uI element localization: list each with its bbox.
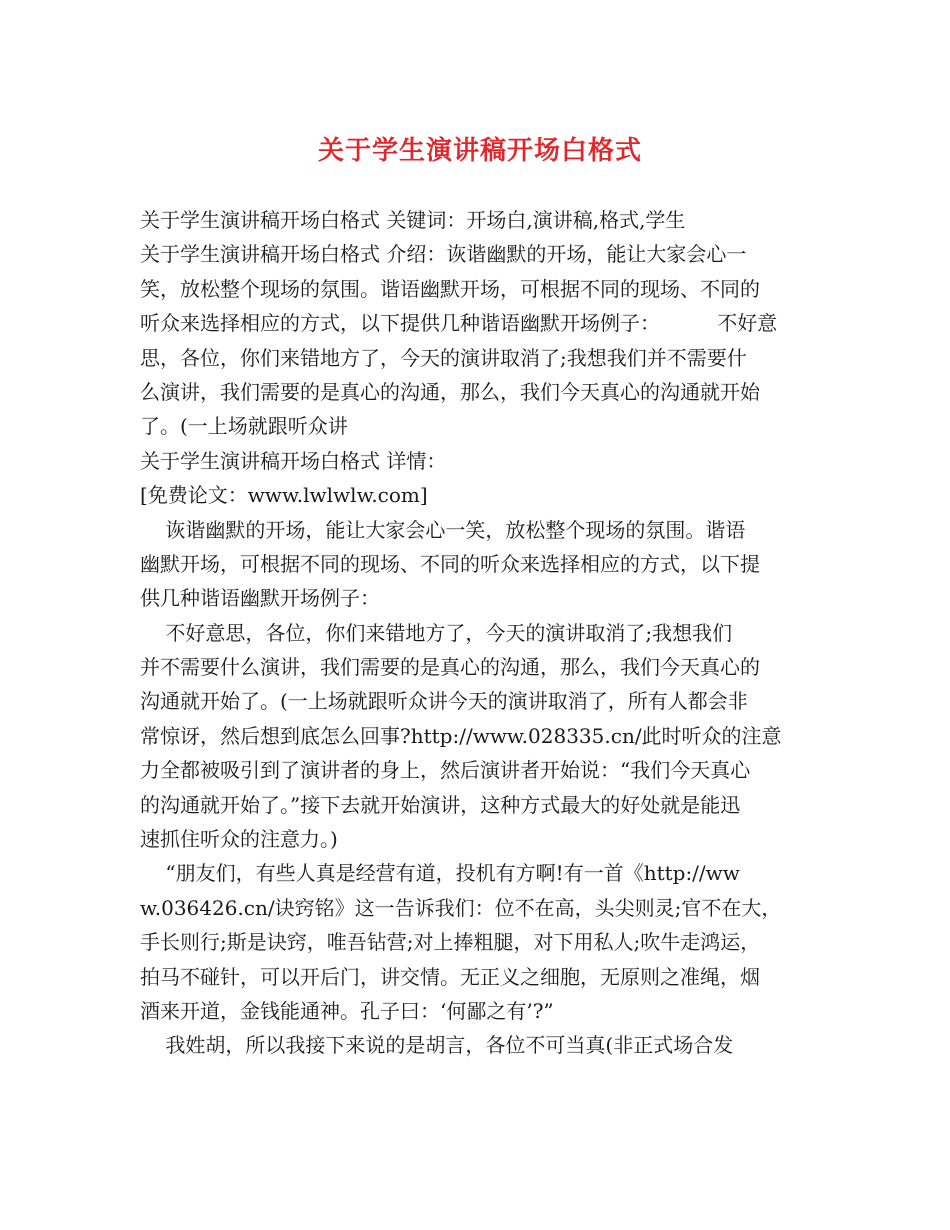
document-line: 诙谐幽默的开场，能让大家会心一笑，放松整个现场的氛围。谐语 — [140, 517, 746, 542]
document-line: 幽默开场，可根据不同的现场、不同的听众来选择相应的方式，以下提 — [140, 551, 760, 576]
document-line: 力全都被吸引到了演讲者的身上，然后演讲者开始说：“我们今天真心 — [140, 758, 751, 783]
document-line: 不好意思，各位，你们来错地方了，今天的演讲取消了;我想我们 — [140, 620, 733, 645]
document-line: 速抓住听众的注意力。) — [140, 827, 338, 852]
document-line: 思，各位，你们来错地方了，今天的演讲取消了;我想我们并不需要什 — [140, 345, 747, 370]
document-line: 并不需要什么演讲，我们需要的是真心的沟通，那么，我们今天真心的 — [140, 655, 760, 680]
document-line: “朋友们，有些人真是经营有道，投机有方啊!有一首《http://ww — [140, 861, 740, 886]
document-line: 关于学生演讲稿开场白格式 介绍：诙谐幽默的开场，能让大家会心一 — [140, 242, 747, 267]
document-body — [140, 203, 820, 1063]
document-line: 了。(一上场就跟听众讲 — [140, 414, 348, 439]
document-line: 拍马不碰针，可以开后门，讲交情。无正义之细胞，无原则之准绳，烟 — [140, 964, 760, 989]
document-line: 我姓胡，所以我接下来说的是胡言，各位不可当真(非正式场合发 — [140, 1033, 734, 1058]
document-line: 听众来选择相应的方式，以下提供几种谐语幽默开场例子： 不好意 — [140, 311, 778, 336]
document-line: w.036426.cn/诀窍铭》这一告诉我们：位不在高，头尖则灵;官不在大， — [140, 895, 782, 920]
document-line: 关于学生演讲稿开场白格式 关键词：开场白,演讲稿,格式,学生 — [140, 208, 686, 232]
document-line: 么演讲，我们需要的是真心的沟通，那么，我们今天真心的沟通就开始 — [140, 379, 760, 404]
document-line: 沟通就开始了。(一上场就跟听众讲今天的演讲取消了，所有人都会非 — [140, 689, 748, 714]
document-line: 笑，放松整个现场的氛围。谐语幽默开场，可根据不同的现场、不同的 — [140, 276, 760, 301]
document-line: 常惊讶，然后想到底怎么回事?http://www.028335.cn/此时听众的注意 — [140, 723, 782, 748]
document-line: 关于学生演讲稿开场白格式 详情： — [140, 448, 447, 473]
document-title: 关于学生演讲稿开场白格式 — [317, 136, 642, 166]
document-line: 酒来开道，金钱能通神。孔子曰：‘何鄙之有’?” — [140, 998, 554, 1023]
document-line: [免费论文：www.lwlwlw.com] — [140, 483, 428, 508]
document-line: 的沟通就开始了。”接下去就开始演讲，这种方式最大的好处就是能迅 — [140, 792, 741, 817]
document-line: 供几种谐语幽默开场例子： — [140, 586, 380, 611]
document-line: 手长则行;斯是诀窍，唯吾钻营;对上捧粗腿，对下用私人;吹牛走鸿运， — [140, 930, 761, 955]
